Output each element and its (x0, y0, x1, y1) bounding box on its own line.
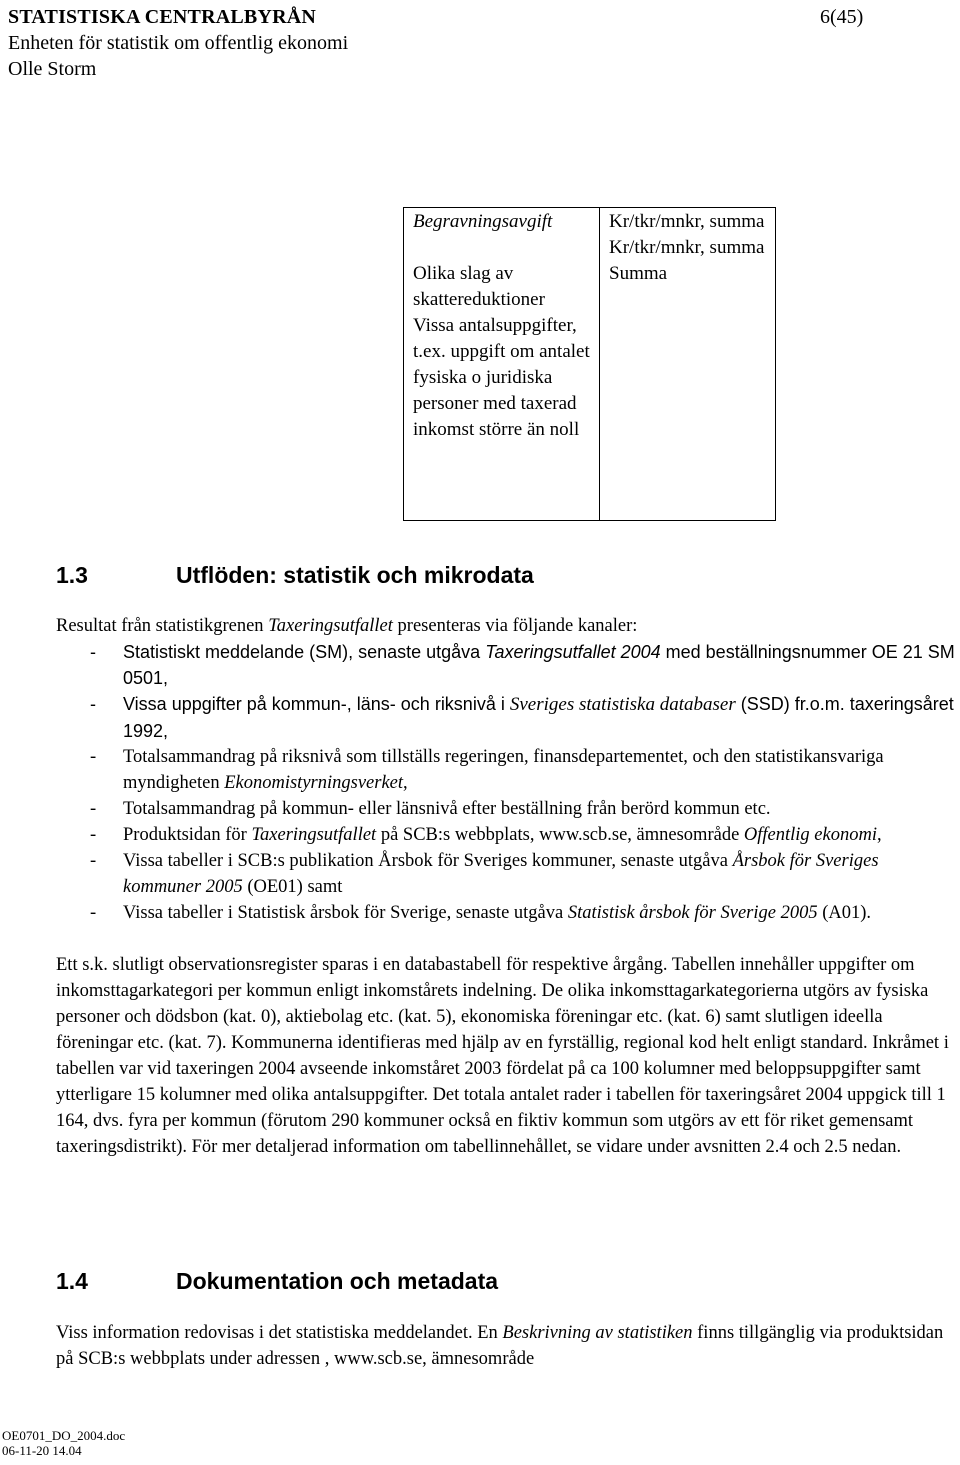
variable-antalsuppgifter: Vissa antalsuppgifter, (413, 315, 577, 336)
item-text: Vissa tabeller i SCB:s publikation Årsbok för Sveriges kommuner, senaste utgåva (123, 851, 733, 871)
section-heading-1-4 (56, 1266, 498, 1296)
measure-antalsuppgifter: Summa (609, 263, 668, 284)
item-italic-2: Offentlig ekonomi (743, 825, 877, 845)
section-title: Utflöden: statistik och mikrodata (176, 562, 534, 588)
section-number: 1.4 (56, 1268, 88, 1294)
list-item: - Totalsammandrag på kommun- eller länsnivå efter beställning från berörd kommun etc. (90, 799, 771, 819)
intro-text-end: presenteras via följande kanaler: (392, 616, 638, 636)
list-item: - Vissa uppgifter på kommun-, läns- och riksnivå i Sveriges statistiska databaser (SSD) fr.o.m. taxeringsåret 1992, (90, 694, 954, 741)
measure-begravningsavgift: Kr/tkr/mnkr, summa (609, 211, 765, 232)
documentation-paragraph (56, 1320, 956, 1372)
list-item: - Totalsammandrag på riksnivå som tillställs regeringen, finansdepartementet, och den statistikansvariga myndigheten Ekonomistyrningsverket, (90, 747, 884, 793)
list-item: - Produktsidan för Taxeringsutfallet på SCB:s webbplats, www.scb.se, ämnesområde Offentlig ekonomi, (90, 825, 882, 845)
intro-paragraph (56, 613, 956, 639)
item-italic: Taxeringsutfallet (251, 825, 377, 845)
file-name: OE0701_DO_2004.doc (2, 1428, 126, 1443)
item-italic: Årsbok för Sveriges kommuner 2005 (123, 851, 879, 897)
item-italic: Ekonomistyrningsverket (224, 773, 404, 793)
register-paragraph: Ett s.k. slutligt observationsregister sparas i en databastabell för respektive årgång. Tabellen innehåller uppgifter om inkomsttagarkategori per kommun enligt inkomstårets indelning. De olika inkomsttagarkategorierna utgörs av fysiska personer och dödsbon (kat. 0), aktiebolag etc. (kat. 5), ekonomiska föreningar etc. (kat. 6) samt slutligen ideella föreningar etc. (kat. 7). Kommunerna identifieras med hjälp av en fyrställig, regional kod helt enligt standard. Inkråmet i tabellen var vid taxeringen 2004 avseende inkomståret 2003 fördelat på ca 100 kolumner med beloppsuppgifter samt ytterligare 15 kolumner med olika antalsuppgifter. Det totala antalet rader i tabellen för taxeringsåret 2004 uppgick till 1 164, dvs. fyra per kommun (förutom 290 kommuner också en fiktiv kommun som utgörs av ett för riket gemensamt taxeringsdistrikt). För mer detaljerad information om tabellinnehållet, se vidare under avsnitten 2.4 och 2.5 nedan. (56, 955, 949, 1157)
print-date: 06-11-20 14.04 (2, 1443, 82, 1458)
page-number: 6(45) (820, 6, 864, 28)
doc-text-end: finns tillgänglig via produktsidan på SCB:s webbplats under adressen , www.scb.se, ämnesområde (56, 1323, 944, 1369)
item-italic: Taxeringsutfallet 2004 (485, 642, 661, 662)
page-footer (2, 1428, 125, 1458)
variable-begravningsavgift: Begravningsavgift (413, 211, 553, 232)
list-item: - Vissa tabeller i SCB:s publikation Årsbok för Sveriges kommuner, senaste utgåva Årsbok för Sveriges kommuner 2005 (OE01) samt (90, 851, 879, 897)
item-text-end: (OE01) samt (242, 877, 343, 897)
intro-text: Resultat från statistikgrenen (56, 616, 269, 636)
item-text-end: (A01). (817, 903, 872, 923)
item-text-end: med beställningsnummer OE 21 SM 0501, (123, 642, 955, 688)
item-text-end: , (403, 773, 408, 793)
item-text: Produktsidan för (123, 825, 252, 845)
item-text-end: , (876, 825, 882, 845)
section-title: Dokumentation och metadata (176, 1268, 499, 1294)
organization-name: STATISTISKA CENTRALBYRÅN (8, 6, 317, 28)
item-text: Totalsammandrag på riksnivå som tillställs regeringen, finansdepartementet, och den statistikansvariga myndigheten (123, 747, 884, 793)
intro-italic: Taxeringsutfallet (268, 616, 393, 636)
item-text-mid: på SCB:s webbplats, www.scb.se, ämnesområde (376, 825, 744, 845)
measure-skattereduktioner: Kr/tkr/mnkr, summa (609, 237, 765, 258)
section-number: 1.3 (56, 562, 88, 588)
variable-antalsuppgifter-note: t.ex. uppgift om antalet fysiska o juridiska personer med taxerad inkomst större än noll (413, 341, 590, 440)
page-header (8, 4, 348, 82)
item-text-end: (SSD) fr.o.m. taxeringsåret 1992, (123, 694, 954, 741)
section-heading-1-3 (56, 560, 534, 590)
item-italic: Sveriges statistiska databaser (509, 694, 736, 715)
section-1-4-body (56, 1320, 956, 1372)
table-cell-variable (404, 208, 600, 521)
author-name: Olle Storm (8, 58, 97, 80)
unit-name: Enheten för statistik om offentlig ekonomi (8, 32, 349, 54)
item-text: Statistiskt meddelande (SM), senaste utgåva (123, 642, 486, 662)
list-item: - Vissa tabeller i Statistisk årsbok för Sverige, senaste utgåva Statistisk årsbok för Sverige 2005 (A01). (90, 903, 872, 923)
item-text: Totalsammandrag på kommun- eller länsnivå efter beställning från berörd kommun etc. (123, 799, 771, 819)
list-item: - Statistiskt meddelande (SM), senaste utgåva Taxeringsutfallet 2004 med beställningsnummer OE 21 SM 0501, (90, 642, 955, 688)
variable-skattereduktioner: Olika slag av skattereduktioner (413, 263, 545, 310)
channel-list (56, 639, 956, 926)
table-cell-measure (600, 208, 776, 521)
section-1-3-body (56, 613, 956, 1160)
variables-table (403, 207, 776, 521)
item-text: Vissa tabeller i Statistisk årsbok för Sverige, senaste utgåva (123, 903, 568, 923)
doc-italic: Beskrivning av statistiken (502, 1323, 693, 1343)
item-text: Vissa uppgifter på kommun-, läns- och riksnivå i (123, 694, 510, 714)
doc-text: Viss information redovisas i det statistiska meddelandet. En (56, 1323, 503, 1343)
table-row (404, 208, 776, 521)
item-italic: Statistisk årsbok för Sverige 2005 (567, 903, 818, 923)
